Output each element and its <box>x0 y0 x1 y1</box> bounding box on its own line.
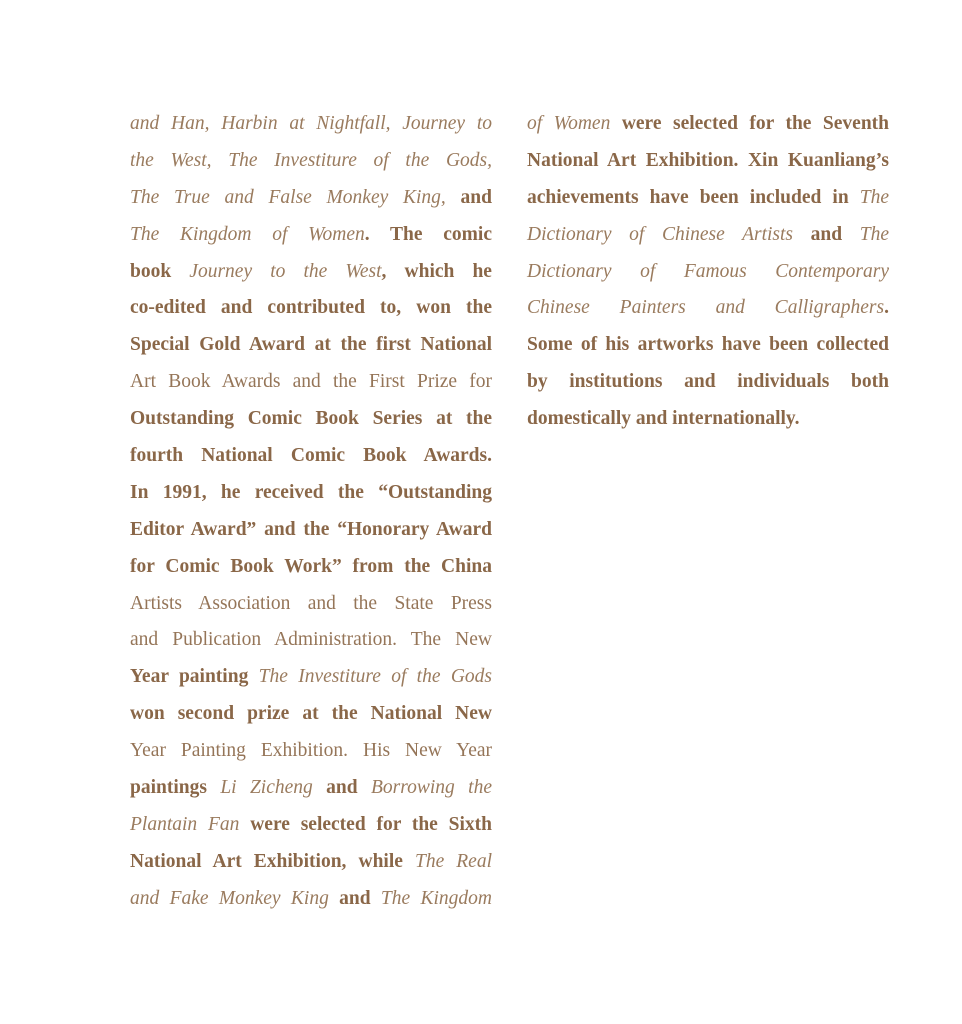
text-line <box>130 290 492 327</box>
body-text: were selected for the Sixth <box>239 813 492 835</box>
body-text: Year painting <box>130 666 259 688</box>
body-text: Artists Association and the State Press <box>130 592 492 614</box>
italic-title-text: The <box>859 186 889 208</box>
text-line <box>130 327 492 364</box>
body-text: achievements have been included in <box>527 186 860 208</box>
italic-title-text: Li Zicheng <box>220 777 313 799</box>
italic-title-text: Plantain Fan <box>130 813 240 835</box>
italic-title-text: and Fake Monkey King <box>130 887 329 909</box>
text-line <box>130 807 492 844</box>
italic-title-text: the West, The Investiture of the Gods, <box>130 149 492 171</box>
italic-title-text: The True and False Monkey King, <box>130 186 446 208</box>
italic-title-text: and Han, Harbin at Nightfall, Journey to <box>130 113 492 134</box>
text-line <box>130 401 492 438</box>
right-text-column <box>527 106 889 438</box>
body-text: Editor Award” and the “Honorary Award <box>130 518 492 540</box>
text-line <box>130 106 492 143</box>
italic-title-text: Chinese Painters and Calligraphers <box>527 297 885 319</box>
text-line <box>130 254 492 291</box>
text-line <box>527 290 889 327</box>
body-text: Some of his artworks have been collected <box>527 334 889 356</box>
italic-title-text: The Kingdom of Women <box>130 223 365 245</box>
body-text: Art Book Awards and the First Prize for <box>130 371 492 393</box>
italic-title-text: The Kingdom <box>380 887 492 909</box>
text-line <box>527 143 889 180</box>
body-text: for Comic Book Work” from the China <box>130 555 492 577</box>
text-line <box>130 180 492 217</box>
body-text: domestically and internationally. <box>527 408 800 430</box>
italic-title-text: The Real <box>414 850 493 872</box>
text-line <box>527 106 889 143</box>
text-line <box>130 217 492 254</box>
text-line <box>130 586 492 623</box>
body-text: Outstanding Comic Book Series at the <box>130 408 492 430</box>
text-line <box>527 180 889 217</box>
text-line <box>527 364 889 401</box>
body-text: paintings <box>130 777 221 799</box>
body-text: were selected for the Seventh <box>610 113 890 134</box>
left-text-column <box>130 106 492 918</box>
text-line <box>130 438 492 475</box>
body-text: won second prize at the National New <box>130 703 492 725</box>
text-line <box>130 844 492 881</box>
text-line <box>130 733 492 770</box>
body-text: . <box>884 297 889 319</box>
body-text: book <box>130 260 190 282</box>
text-line <box>527 217 889 254</box>
text-line <box>130 659 492 696</box>
text-line <box>527 401 889 438</box>
body-text: In 1991, he received the “Outstanding <box>130 481 492 503</box>
body-text: and Publication Administration. The New <box>130 629 492 651</box>
body-text: , which he <box>381 260 492 282</box>
body-text: National Art Exhibition, while <box>130 850 415 872</box>
text-line <box>527 327 889 364</box>
body-text: fourth National Comic Book Awards. <box>130 445 492 467</box>
text-line <box>130 770 492 807</box>
body-text: by institutions and individuals both <box>527 371 889 393</box>
text-line <box>527 254 889 291</box>
text-line <box>130 696 492 733</box>
italic-title-text: The <box>859 223 889 245</box>
italic-title-text: Dictionary of Famous Contemporary <box>527 260 889 282</box>
body-text: and <box>312 777 371 799</box>
body-text: and <box>445 186 492 208</box>
body-text: and <box>328 887 381 909</box>
body-text: . The comic <box>364 223 492 245</box>
body-text: Special Gold Award at the first National <box>130 334 492 356</box>
body-text: co-edited and contributed to, won the <box>130 297 492 319</box>
body-text: Year Painting Exhibition. His New Year <box>130 740 492 762</box>
text-line <box>130 364 492 401</box>
text-line <box>130 622 492 659</box>
italic-title-text: Borrowing the <box>371 777 492 799</box>
text-line <box>130 475 492 512</box>
text-line <box>130 881 492 918</box>
text-line <box>130 512 492 549</box>
text-line <box>130 549 492 586</box>
body-text: and <box>793 223 860 245</box>
italic-title-text: The Investiture of the Gods <box>258 666 492 688</box>
body-text: National Art Exhibition. Xin Kuanliang’s <box>527 149 889 171</box>
italic-title-text: Dictionary of Chinese Artists <box>527 223 793 245</box>
italic-title-text: Journey to the West <box>189 260 382 282</box>
text-line <box>130 143 492 180</box>
italic-title-text: of Women <box>527 113 611 134</box>
